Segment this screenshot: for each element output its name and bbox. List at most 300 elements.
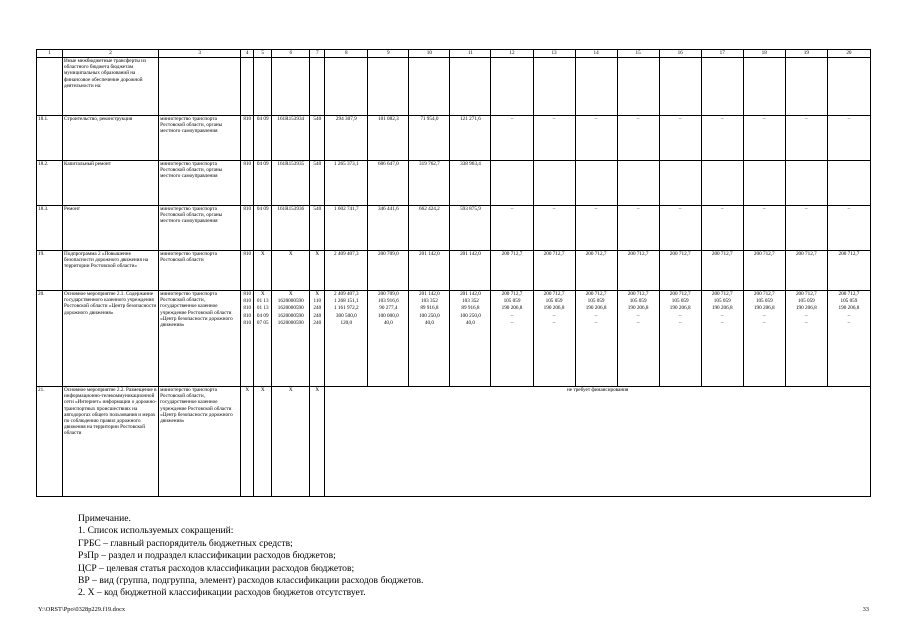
value-line: 01 13 <box>256 305 269 312</box>
note-line: ЦСР – целевая статья расходов классификации расходов бюджетов; <box>78 562 355 574</box>
column-number-16: 16 <box>659 50 701 58</box>
value-line: Х <box>315 251 320 257</box>
value-cell <box>827 291 870 387</box>
value-line: 90 277,4 <box>379 305 398 312</box>
value-cell <box>659 251 701 291</box>
value-cell <box>575 58 617 116</box>
value-cell <box>254 161 272 206</box>
value-line: – <box>678 116 682 122</box>
value-cell <box>368 58 409 116</box>
code-cell: Х <box>241 387 254 497</box>
row-number: 19. <box>37 251 63 291</box>
value-line: – <box>636 206 640 212</box>
value-line: 100 000,0 <box>377 312 399 319</box>
value-cell <box>450 206 491 251</box>
value-cell <box>491 58 533 116</box>
column-number-8: 8 <box>325 50 368 58</box>
value-cell <box>701 116 743 161</box>
value-line: 105 059 <box>503 298 521 305</box>
value-line: 593 875,9 <box>460 206 481 212</box>
value-line: – <box>720 116 724 122</box>
value-cell <box>491 161 533 206</box>
measure-name: Подпрограмма 2 «Повышение безопасности дорожного движения на территории Ростовской области» <box>63 251 159 291</box>
table-row <box>37 387 871 497</box>
value-line: 1620000590 <box>277 319 304 326</box>
value-line: 300 500,0 <box>335 312 357 319</box>
page-number: 33 <box>862 606 869 613</box>
value-line: 89 916,8 <box>420 305 439 312</box>
value-line: – <box>552 319 556 326</box>
value-cell <box>617 161 659 206</box>
value-line: – <box>510 319 514 326</box>
executor-name: министерство транспорта Ростовской области, органы местного самоуправления <box>159 206 241 251</box>
value-line: 1 265 373,1 <box>333 161 359 167</box>
column-number-14: 14 <box>575 50 617 58</box>
value-line: – <box>594 319 598 326</box>
measure-name: Ремонт <box>63 206 159 251</box>
column-number-15: 15 <box>617 50 659 58</box>
value-line: 200 712,7 <box>795 291 817 297</box>
value-line: 201 142,0 <box>419 251 440 257</box>
value-line: 40,0 <box>465 319 475 326</box>
column-number-5: 5 <box>254 50 272 58</box>
value-line: – <box>762 312 766 319</box>
value-cell <box>533 58 575 116</box>
table-row <box>37 291 871 387</box>
table-header-row <box>37 50 871 58</box>
table-row <box>37 206 871 251</box>
value-line: 1 602 741,7 <box>333 206 359 212</box>
value-cell <box>272 206 310 251</box>
value-line: 190 206,8 <box>753 305 775 312</box>
value-line: 1620000590 <box>277 298 304 305</box>
executor-name: министерство транспорта Ростовской области <box>159 251 241 291</box>
value-line: 201 142,0 <box>419 291 440 297</box>
value-line: 200 712,7 <box>838 251 860 257</box>
table-row <box>37 161 871 206</box>
footer-file-path: Y:\ORST\Ppo\0328p229.f19.docx <box>38 606 126 613</box>
value-line: 319 762,7 <box>419 161 440 167</box>
measure-name: Основное мероприятие 2.2. Размещение в информационно-телекоммуникационной сети «Интернет» информации о дорожно-транспортных происшествиях на автодорогах общего пользования и мерах по соблюдению правил дорожного движения на территории Ростовской области <box>63 387 159 497</box>
value-cell <box>368 291 409 387</box>
note-line: РзПр – раздел и подраздел классификации расходов бюджетов; <box>78 550 336 562</box>
value-line: 103 352 <box>462 298 479 305</box>
value-cell <box>450 161 491 206</box>
value-cell <box>241 291 254 387</box>
executor-name: министерство транспорта Ростовской области, органы местного самоуправления <box>159 116 241 161</box>
value-cell <box>310 58 325 116</box>
measure-name: Основное мероприятие 2.1. Содержание государственного казенного учреждения Ростовской области «Центр безопасности дорожного движения» <box>63 291 159 387</box>
value-cell <box>701 291 743 387</box>
value-line: – <box>762 319 766 326</box>
value-cell <box>325 251 368 291</box>
value-cell <box>409 206 450 251</box>
value-line: 201 142,0 <box>460 291 481 297</box>
note-line: 1. Список используемых сокращений: <box>78 525 234 537</box>
value-cell <box>743 251 785 291</box>
value-cell <box>785 116 827 161</box>
value-cell <box>272 251 310 291</box>
value-line: 71 954,0 <box>420 116 439 122</box>
value-line: 40,0 <box>424 319 434 326</box>
value-cell <box>533 291 575 387</box>
value-cell <box>785 161 827 206</box>
value-line: – <box>636 116 640 122</box>
column-number-13: 13 <box>533 50 575 58</box>
value-line: 662 424,2 <box>419 206 440 212</box>
value-line: 2 409 407,3 <box>333 251 359 257</box>
value-line: 190 206,8 <box>795 305 817 312</box>
column-number-12: 12 <box>491 50 533 58</box>
value-line: 200 712,7 <box>669 251 691 257</box>
value-cell <box>310 116 325 161</box>
row-number <box>37 58 63 116</box>
value-cell <box>310 251 325 291</box>
value-cell <box>450 251 491 291</box>
value-line: – <box>510 116 514 122</box>
value-cell <box>272 161 310 206</box>
value-cell <box>701 251 743 291</box>
value-cell <box>533 161 575 206</box>
value-cell <box>368 116 409 161</box>
value-cell <box>743 206 785 251</box>
note-line: Примечание. <box>78 513 131 524</box>
budget-table <box>36 49 871 497</box>
value-cell <box>325 116 368 161</box>
value-cell <box>743 58 785 116</box>
value-line: 04 09 <box>256 206 269 212</box>
value-cell <box>310 291 325 387</box>
value-cell <box>241 58 254 116</box>
value-cell <box>368 206 409 251</box>
value-cell <box>701 206 743 251</box>
value-line: 810 <box>243 206 252 212</box>
value-line: 200 709,0 <box>377 291 399 297</box>
value-cell <box>743 291 785 387</box>
value-line: 200 712,7 <box>795 251 817 257</box>
value-line: 120,0 <box>340 319 353 326</box>
value-cell <box>617 58 659 116</box>
value-line: 200 712,7 <box>585 251 607 257</box>
value-line: – <box>510 312 514 319</box>
value-cell <box>659 116 701 161</box>
value-cell <box>827 251 870 291</box>
value-cell <box>325 206 368 251</box>
column-number-2: 2 <box>63 50 159 58</box>
value-line: 200 712,7 <box>543 251 565 257</box>
value-line: 200 712,7 <box>838 291 860 297</box>
value-line: 04 09 <box>256 312 269 319</box>
value-line: Х <box>288 251 293 257</box>
financing-note: не требует финансирования <box>325 387 871 497</box>
value-cell <box>659 206 701 251</box>
value-line: 190 206,8 <box>543 305 565 312</box>
value-cell <box>785 291 827 387</box>
executor-name: министерство транспорта Ростовской области, органы местного самоуправления <box>159 161 241 206</box>
value-line: 1620000590 <box>277 305 304 312</box>
value-cell <box>575 206 617 251</box>
value-cell <box>241 161 254 206</box>
value-cell <box>310 161 325 206</box>
value-line: 89 916,8 <box>461 305 480 312</box>
value-line: – <box>805 206 808 212</box>
value-cell <box>785 206 827 251</box>
value-line: – <box>805 312 808 319</box>
table-row <box>37 251 871 291</box>
value-line: – <box>720 312 724 319</box>
value-line: 190 206,8 <box>838 305 860 312</box>
value-cell <box>409 116 450 161</box>
table-row <box>37 58 871 116</box>
value-line: 810 <box>243 291 252 297</box>
value-line: 105 059 <box>713 298 731 305</box>
value-line: 294 307,9 <box>335 116 357 122</box>
value-line: – <box>552 206 556 212</box>
value-cell <box>575 251 617 291</box>
value-cell <box>617 291 659 387</box>
value-cell <box>659 58 701 116</box>
code-cell: Х <box>254 387 272 497</box>
value-cell <box>254 251 272 291</box>
value-line: 200 712,7 <box>711 291 733 297</box>
value-line: 04 09 <box>256 116 269 122</box>
value-line: 110 <box>313 298 322 305</box>
executor-name <box>159 58 241 116</box>
value-cell <box>325 161 368 206</box>
value-cell <box>827 161 870 206</box>
value-line: 200 712,7 <box>501 251 523 257</box>
table-row <box>37 116 871 161</box>
value-line: 540 <box>313 161 322 167</box>
value-line: – <box>636 319 640 326</box>
value-cell <box>241 116 254 161</box>
value-cell <box>491 251 533 291</box>
value-line: – <box>636 312 640 319</box>
executor-name: министерство транспорта Ростовской области, государственное казенное учреждение Ростовской области «Центр безопасности дорожного движения» <box>159 291 241 387</box>
value-line: – <box>720 206 724 212</box>
notes-section <box>78 513 423 600</box>
column-number-7: 7 <box>310 50 325 58</box>
value-cell <box>743 116 785 161</box>
measure-name: Иные межбюджетные трансферты из областного бюджета бюджетам муниципальных образований на финансовое обеспечение дорожной деятельности на: <box>63 58 159 116</box>
value-cell <box>409 58 450 116</box>
value-line: 105 059 <box>840 298 858 305</box>
value-line: 121 271,6 <box>460 116 481 122</box>
value-line: Х <box>315 291 320 297</box>
value-line: 240 <box>313 312 322 319</box>
value-line: – <box>510 206 514 212</box>
value-cell <box>701 58 743 116</box>
value-cell <box>310 206 325 251</box>
value-line: 810 <box>243 251 252 257</box>
value-cell <box>659 161 701 206</box>
value-line: 01 13 <box>256 298 269 305</box>
column-number-1: 1 <box>37 50 63 58</box>
value-line: 103 352 <box>420 298 438 305</box>
value-cell <box>575 291 617 387</box>
value-cell <box>325 58 368 116</box>
value-cell <box>617 116 659 161</box>
value-line: – <box>847 116 851 122</box>
value-line: – <box>720 319 724 326</box>
value-line: 338 963,4 <box>460 161 481 167</box>
value-cell <box>575 161 617 206</box>
value-cell <box>827 58 870 116</box>
row-number: 18.1. <box>37 116 63 161</box>
value-line: 103 916,6 <box>377 298 399 305</box>
value-line: 240 <box>313 319 322 326</box>
value-line: 2 409 407,3 <box>333 291 359 297</box>
value-cell <box>827 206 870 251</box>
column-number-6: 6 <box>272 50 310 58</box>
executor-name: министерство транспорта Ростовской области, государственное казенное учреждение Ростовской области «Центр безопасности дорожного движения» <box>159 387 241 497</box>
value-line: 810 <box>243 305 252 312</box>
code-cell: Х <box>310 387 325 497</box>
row-number: 20. <box>37 291 63 387</box>
value-line: – <box>847 319 851 326</box>
measure-name: Капитальный ремонт <box>63 161 159 206</box>
value-line: 810 <box>243 116 252 122</box>
value-line: – <box>594 116 598 122</box>
value-line: 161R153936 <box>277 206 305 212</box>
value-line: 200 709,0 <box>377 251 399 257</box>
value-line: – <box>847 206 851 212</box>
value-cell <box>254 116 272 161</box>
value-line: 606 647,0 <box>377 161 399 167</box>
column-number-9: 9 <box>368 50 409 58</box>
value-cell <box>450 116 491 161</box>
value-cell <box>272 291 310 387</box>
value-cell <box>450 291 491 387</box>
value-cell <box>241 251 254 291</box>
column-number-19: 19 <box>785 50 827 58</box>
value-line: – <box>805 116 808 122</box>
value-cell <box>617 251 659 291</box>
column-number-20: 20 <box>827 50 870 58</box>
value-line: 161R153935 <box>277 161 305 167</box>
column-number-3: 3 <box>159 50 241 58</box>
value-line: Х <box>288 291 293 297</box>
column-number-4: 4 <box>241 50 254 58</box>
value-line: 201 142,0 <box>460 251 481 257</box>
column-number-10: 10 <box>409 50 450 58</box>
value-line: 190 206,8 <box>669 305 691 312</box>
value-cell <box>701 161 743 206</box>
value-line: 105 059 <box>797 298 815 305</box>
value-line: 190 206,8 <box>711 305 733 312</box>
value-line: – <box>594 312 598 319</box>
value-line: Х <box>260 251 265 257</box>
value-line: 100 250,0 <box>460 312 481 319</box>
value-cell <box>617 206 659 251</box>
value-cell <box>491 291 533 387</box>
value-line: – <box>762 206 766 212</box>
value-line: – <box>805 319 808 326</box>
row-number: 18.3. <box>37 206 63 251</box>
value-line: – <box>678 206 682 212</box>
value-line: – <box>552 312 556 319</box>
value-cell <box>575 116 617 161</box>
value-cell <box>368 251 409 291</box>
value-line: 105 059 <box>671 298 689 305</box>
measure-name: Строительство, реконструкция <box>63 116 159 161</box>
value-line: 200 712,7 <box>543 291 565 297</box>
value-line: 190 206,8 <box>585 305 607 312</box>
value-cell <box>533 251 575 291</box>
value-line: 540 <box>313 116 322 122</box>
value-line: – <box>678 312 682 319</box>
value-cell <box>785 251 827 291</box>
value-line: 190 206,8 <box>501 305 523 312</box>
note-line: 2. Х – код бюджетной классификации расходов бюджетов отсутствует. <box>78 587 366 599</box>
column-number-17: 17 <box>701 50 743 58</box>
value-line: 810 <box>243 298 252 305</box>
value-line: 105 059 <box>755 298 773 305</box>
value-line: 200 712,7 <box>627 251 649 257</box>
column-number-18: 18 <box>743 50 785 58</box>
value-cell <box>785 58 827 116</box>
value-line: 1 161 972,2 <box>333 305 359 312</box>
value-line: 190 206,8 <box>627 305 649 312</box>
value-cell <box>254 206 272 251</box>
value-line: 200 712,7 <box>711 251 733 257</box>
value-line: 105 059 <box>587 298 605 305</box>
value-line: Х <box>260 291 265 297</box>
value-line: 1 268 151,1 <box>333 298 359 305</box>
note-line: ГРБС – главный распорядитель бюджетных средств; <box>78 537 293 549</box>
value-line: 200 712,7 <box>669 291 691 297</box>
value-cell <box>491 206 533 251</box>
value-line: – <box>847 312 851 319</box>
value-cell <box>491 116 533 161</box>
value-line: 346 441,6 <box>377 206 399 212</box>
value-line: 810 <box>243 312 252 319</box>
value-line: 1620000590 <box>277 312 304 319</box>
value-line: 810 <box>243 319 252 326</box>
code-cell: Х <box>272 387 310 497</box>
value-line: – <box>678 319 682 326</box>
value-line: 200 712,7 <box>585 291 607 297</box>
value-line: 200 712,7 <box>753 251 775 257</box>
value-line: 810 <box>243 161 252 167</box>
value-cell <box>533 206 575 251</box>
row-number: 21. <box>37 387 63 497</box>
value-line: 540 <box>313 206 322 212</box>
value-line: 200 712,7 <box>753 291 775 297</box>
value-line: 101 082,3 <box>377 116 399 122</box>
note-line: ВР – вид (группа, подгруппа, элемент) расходов классификации расходов бюджетов. <box>78 575 424 587</box>
value-cell <box>254 291 272 387</box>
value-line: 04 09 <box>256 161 269 167</box>
value-line: 200 712,7 <box>627 291 649 297</box>
value-cell <box>450 58 491 116</box>
value-line: – <box>594 206 598 212</box>
value-line: 105 059 <box>629 298 647 305</box>
value-cell <box>743 161 785 206</box>
row-number: 18.2. <box>37 161 63 206</box>
value-cell <box>241 206 254 251</box>
value-cell <box>272 58 310 116</box>
value-line: 161R153934 <box>277 116 305 122</box>
value-cell <box>409 161 450 206</box>
value-line: – <box>762 116 766 122</box>
value-cell <box>254 58 272 116</box>
value-cell <box>827 116 870 161</box>
value-cell <box>533 116 575 161</box>
value-line: 40,0 <box>383 319 393 326</box>
value-cell <box>409 251 450 291</box>
value-line: – <box>552 116 556 122</box>
